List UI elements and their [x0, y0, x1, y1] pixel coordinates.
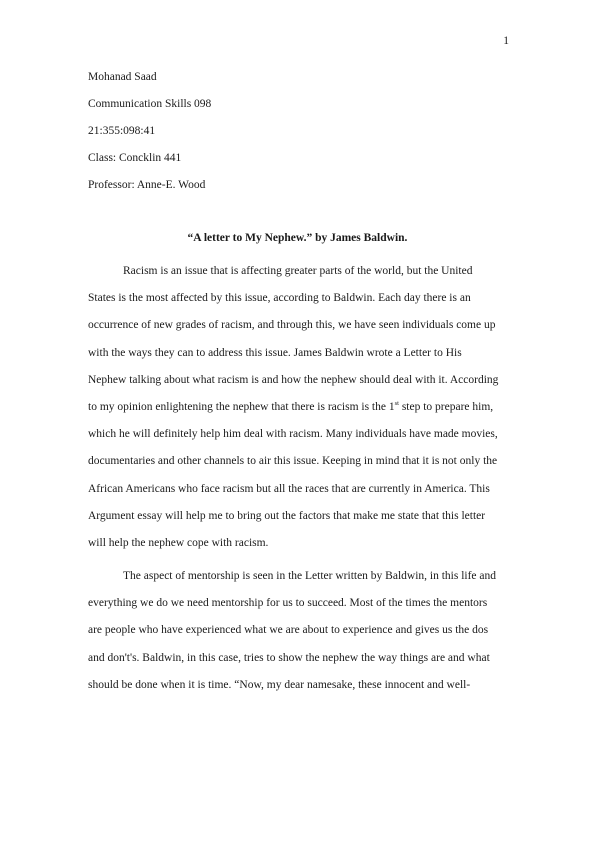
paragraph-line	[88, 394, 507, 421]
header-block	[88, 70, 211, 205]
line-text: step to prepare him,	[398, 400, 494, 413]
paragraph-line: African Americans who face racism but all the races that are currently in America. This	[88, 482, 490, 495]
essay-title: “A letter to My Nephew.” by James Baldwin.	[187, 232, 408, 244]
paragraph-line: Racism is an issue that is affecting greater parts of the world, but the United	[123, 265, 473, 277]
professor-name: Professor: Anne-E. Wood	[88, 179, 206, 191]
paragraph-line: occurrence of new grades of racism, and through this, we have seen individuals come up	[88, 319, 496, 332]
ordinal-superscript: st	[394, 400, 399, 408]
paragraph-line: which he will definitely help him deal with racism. Many individuals have made movies,	[88, 428, 498, 441]
student-id: 21:355:098:41	[88, 125, 156, 137]
line-text: to my opinion enlightening the nephew that there is racism is the 1	[88, 400, 395, 413]
paragraph-line: States is the most affected by this issue, according to Baldwin. Each day there is an	[88, 292, 471, 305]
paragraph-line: with the ways they can to address this issue. James Baldwin wrote a Letter to His	[88, 346, 462, 359]
paragraph-2	[88, 563, 507, 699]
class-name: Class: Concklin 441	[88, 152, 182, 164]
paragraph-line: documentaries and other channels to air this issue. Keeping in mind that it is not only the	[88, 455, 498, 468]
paragraph-line: everything we do we need mentorship for us to succeed. Most of the times the mentors	[88, 597, 488, 610]
paragraph-line: are people who have experienced what we are about to experience and gives us the dos	[88, 624, 489, 637]
paragraph-line: Nephew talking about what racism is and how the nephew should deal with it. According	[88, 373, 499, 386]
page-number: 1	[503, 35, 509, 47]
paragraph-line: and don't's. Baldwin, in this case, tries to show the nephew the way things are and what	[88, 651, 490, 664]
paragraph-line: Argument essay will help me to bring out the factors that make me state that this letter	[88, 509, 486, 522]
author-name: Mohanad Saad	[88, 71, 157, 83]
paragraph-1	[88, 258, 507, 557]
paragraph-line: The aspect of mentorship is seen in the Letter written by Baldwin, in this life and	[123, 570, 497, 582]
course-name: Communication Skills 098	[88, 98, 212, 110]
paragraph-line: will help the nephew cope with racism.	[88, 536, 269, 549]
paragraph-line: should be done when it is time. “Now, my dear namesake, these innocent and well-	[88, 678, 471, 691]
